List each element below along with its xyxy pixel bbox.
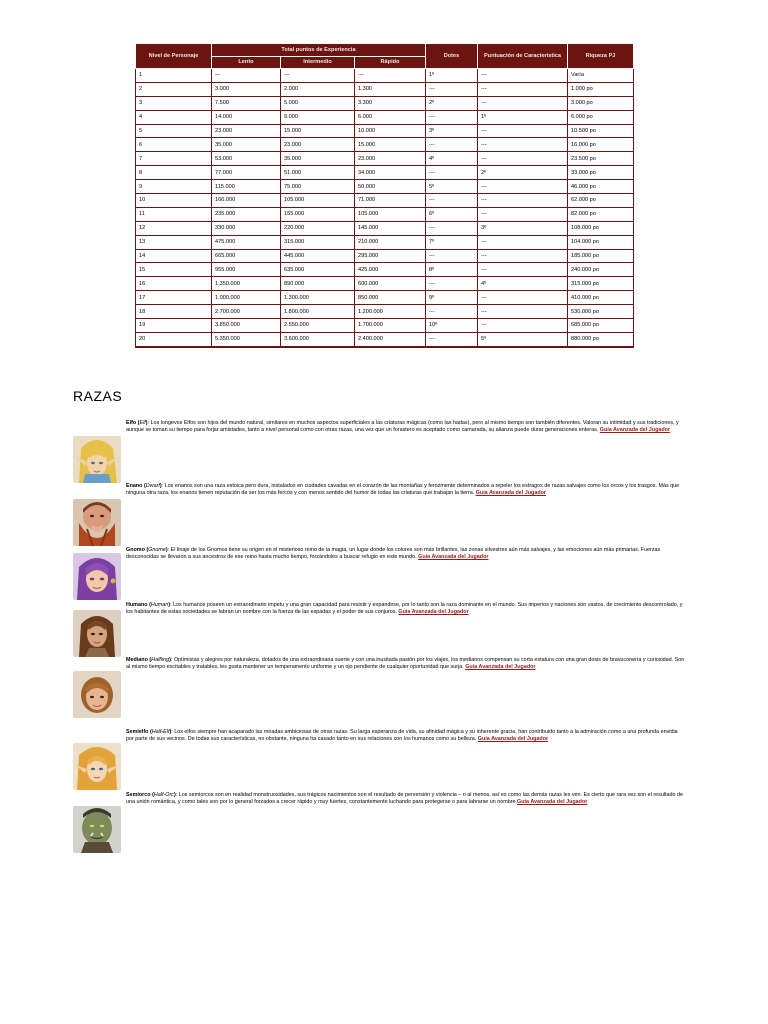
cell-lento: 115.000 [212,180,281,194]
table-row [136,277,634,291]
guia-avanzada-link[interactable]: Guía Avanzada del Jugador [398,609,469,616]
cell-lento: 665.000 [212,249,281,263]
cell-puntuacion: 3º [478,221,568,235]
experience-table [135,43,634,348]
guia-avanzada-link[interactable]: Guía Avanzada del Jugador [477,736,549,743]
table-row [136,207,634,221]
cell-dotes: --- [426,138,478,152]
guia-avanzada-link[interactable]: Guía Avanzada del Jugador [599,427,671,434]
table-row [136,291,634,305]
cell-rapido: 295.000 [355,249,426,263]
cell-riqueza: 46.000 po [568,180,634,194]
cell-dotes: --- [426,110,478,124]
race-description: Semiorco (Half-Orc): Los semiorcos son en realidad monstruosidades, sus trágicos nacimientos son el resultado de perversión y violencia – o al menos, así es como las demás razas les ven. Es cierto que rara vez son el resultado de una unión romántica, y como tales son por lo general forzados a crecer rápido y muy fuertes, constantemente luchando para protegerse o para labrarse un nombre.Guía Avanzada del Jugador [73,792,685,860]
portrait-spacer [73,490,126,553]
header-nivel: Nivel de Personaje [136,44,212,69]
table-row [136,69,634,83]
cell-riqueza: 530.000 po [568,305,634,319]
cell-rapido: 50.000 [355,180,426,194]
cell-riqueza: Varía [568,69,634,83]
cell-nivel: 4 [136,110,212,124]
cell-rapido: 145.000 [355,221,426,235]
portrait-spacer [73,799,126,860]
cell-intermedio: 105.000 [281,194,355,208]
cell-puntuacion: --- [478,235,568,249]
cell-intermedio: 2.000 [281,82,355,96]
cell-dotes: --- [426,221,478,235]
cell-intermedio: 5.000 [281,96,355,110]
table-row [136,166,634,180]
cell-puntuacion: --- [478,138,568,152]
table-row [136,180,634,194]
cell-puntuacion: --- [478,249,568,263]
guia-avanzada-link[interactable]: Guía Avanzada del Jugador [418,554,489,561]
cell-puntuacion: --- [478,180,568,194]
cell-lento: 330.000 [212,221,281,235]
race-description-text: : Los humanos poseen un extraordinario impetu y una gran capacidad para resistir y expandirse, por lo tanto son la raza dominante en el mundo. Sus imperios y naciones son vastos, de crecimiento descontrolado, y los habitantes de estas sociedades se labran un nombre con la fuerza de las espadas y el poder de sus conjuros. [126,602,683,616]
cell-lento: 235.000 [212,207,281,221]
cell-lento: 23.000 [212,124,281,138]
cell-rapido: 1.700.000 [355,319,426,333]
cell-rapido: 850.000 [355,291,426,305]
race-description-text: : Los semiorcos son en realidad monstruosidades, sus trágicos nacimientos son el resultado de perversión y violencia – o al menos, así es como las demás razas les ven. Es cierto que rara vez son el resultado de una unión romántica, y como tales son por lo general forzados a crecer rápido y muy fuertes, constantemente luchando para protegerse o para labrarse un nombre. [126,792,684,806]
cell-riqueza: 410.000 po [568,291,634,305]
race-description: Humano (Human): Los humanos poseen un extraordinario impetu y una gran capacidad para resistir y expandirse, por lo tanto son la raza dominante en el mundo. Sus imperios y naciones son vastos, de crecimiento descontrolado, y los habitantes de estas sociedades se labran un nombre con la fuerza de las espadas y el poder de sus conjuros. Guía Avanzada del Jugador [73,602,685,664]
cell-rapido: 71.000 [355,194,426,208]
cell-nivel: 17 [136,291,212,305]
race-name: Humano [126,602,148,608]
cell-lento: 160.000 [212,194,281,208]
cell-rapido: 210.000 [355,235,426,249]
table-row [136,305,634,319]
race-name: Enano [126,483,143,489]
table-row [136,124,634,138]
cell-nivel: 15 [136,263,212,277]
race-description-text: : Optimistas y alegres por naturaleza, dotados de una extraordinaria suerte y con una inusitada pasión por los viajes, los medianos compensan su corta estatura con una gran dosis de bravuconería y curiosidad. Son al mismo tiempo excitables y tratables, les gusta mantener un temperamento uniforme y un ojo pendiente de cualquier oportunidad que surja. [126,657,685,671]
cell-intermedio: --- [281,69,355,83]
race-english-name: Elf [139,420,146,426]
guia-avanzada-link[interactable]: Guía Avanzada del Jugador [475,490,546,497]
cell-dotes: --- [426,305,478,319]
cell-dotes: 2º [426,96,478,110]
cell-dotes: 3º [426,124,478,138]
cell-puntuacion: 1º [478,110,568,124]
cell-nivel: 19 [136,319,212,333]
table-row [136,319,634,333]
table-row [136,221,634,235]
cell-rapido: 105.000 [355,207,426,221]
race-english-name: Gnome [148,547,166,553]
cell-lento: 5.350.000 [212,332,281,346]
cell-nivel: 1 [136,69,212,83]
cell-rapido: 6.000 [355,110,426,124]
cell-lento: 1.000.000 [212,291,281,305]
cell-dotes: 5º [426,180,478,194]
cell-dotes: 1º [426,69,478,83]
cell-lento: --- [212,69,281,83]
cell-rapido: 425.000 [355,263,426,277]
cell-lento: 53.000 [212,152,281,166]
cell-intermedio: 890.000 [281,277,355,291]
cell-nivel: 3 [136,96,212,110]
cell-dotes: --- [426,82,478,96]
header-intermedio: Intermedio [281,57,355,69]
cell-riqueza: 880.000 po [568,332,634,346]
cell-intermedio: 1.800.000 [281,305,355,319]
cell-rapido: 600.000 [355,277,426,291]
cell-nivel: 9 [136,180,212,194]
cell-lento: 3.000 [212,82,281,96]
table-row [136,332,634,346]
section-title-razas: RAZAS [73,388,123,404]
cell-intermedio: 51.000 [281,166,355,180]
cell-puntuacion: --- [478,263,568,277]
cell-puntuacion: --- [478,194,568,208]
header-rapido: Rápido [355,57,426,69]
race-name: Elfo [126,420,137,426]
cell-dotes: --- [426,277,478,291]
cell-dotes: 6º [426,207,478,221]
cell-dotes: 9º [426,291,478,305]
cell-rapido: 10.000 [355,124,426,138]
cell-dotes: --- [426,194,478,208]
cell-riqueza: 185.000 po [568,249,634,263]
cell-lento: 7.500 [212,96,281,110]
cell-riqueza: 240.000 po [568,263,634,277]
cell-puntuacion: --- [478,124,568,138]
cell-dotes: 4º [426,152,478,166]
race-description: Enano (Dwarf): Los enanos son una raza estoica pero dura, instalados en ciudades cavadas en el corazón de las montañas y ferozmente determinados a repeler los estragos de razas salvajes como los orcos y los trasgos. Más que ninguna otra raza, los enanos tienen reputación de ser los más fercos y con menos sentido del humor de todas las criaturas que trabajan la tierra. Guía Avanzada del Jugador [73,483,685,553]
cell-nivel: 7 [136,152,212,166]
portrait-spacer [73,427,126,490]
cell-dotes: --- [426,332,478,346]
cell-nivel: 5 [136,124,212,138]
cell-lento: 1.350.000 [212,277,281,291]
portrait-spacer [73,609,126,664]
portrait-spacer [73,664,126,725]
cell-intermedio: 2.550.000 [281,319,355,333]
race-description: Elfo (Elf): Los longevos Elfos son hijos del mundo natural, similares en muchos aspectos superficiales a las criaturas mágicas (como las hadas), pero al mismo tiempo son también diferentes. Valoran su intimidad y sus tradiciones, y aunque se toman su tiempo para forjar amistades, tanto a nivel personal como con otras razas, una vez que un forastero es aceptado como camarada, su alianza puede durar generaciones enteras. Guía Avanzada del Jugador [73,420,685,490]
race-name: Mediano [126,657,148,663]
header-lento: Lento [212,57,281,69]
experience-table-body [136,69,634,347]
cell-lento: 475.000 [212,235,281,249]
cell-puntuacion: 2º [478,166,568,180]
cell-riqueza: 6.000 po [568,110,634,124]
cell-intermedio: 445.000 [281,249,355,263]
race-english-name: Half-Orc [153,792,174,798]
cell-nivel: 8 [136,166,212,180]
table-row [136,235,634,249]
cell-puntuacion: 5º [478,332,568,346]
guia-avanzada-link[interactable]: Guía Avanzada del Jugador [517,799,588,806]
cell-riqueza: 23.500 po [568,152,634,166]
cell-nivel: 10 [136,194,212,208]
cell-puntuacion: --- [478,207,568,221]
cell-riqueza: 33.000 po [568,166,634,180]
cell-puntuacion: 4º [478,277,568,291]
header-puntuacion: Puntuación de Característica [478,44,568,69]
cell-intermedio: 75.000 [281,180,355,194]
portrait-spacer [73,736,126,797]
cell-dotes: --- [426,166,478,180]
cell-intermedio: 220.000 [281,221,355,235]
cell-intermedio: 23.000 [281,138,355,152]
cell-nivel: 13 [136,235,212,249]
race-description-text: : Los longevos Elfos son hijos del mundo natural, similares en muchos aspectos superficiales a las criaturas mágicas (como las hadas), pero al mismo tiempo son también diferentes. Valoran su intimidad y sus tradiciones, y aunque se toman su tiempo para forjar amistades, tanto a nivel personal como con otras razas, una vez que un forastero es aceptado como camarada, su alianza puede durar generaciones enteras. [126,420,679,434]
table-row [136,249,634,263]
race-description: Gnomo (Gnome): El linaje de los Gnomos tiene su origen en el misterioso reino de la magia, un lugar donde los colores son más brillantes, las zonas silvestres aún más salvajes, y las emociones aún más primarias. Fuerzas desconocidas se llevaron a sus ancestros de ese reino hasta mucho tiempo, forzándoles a buscar refugio en este mundo. Guía Avanzada del Jugador [73,547,685,607]
cell-puntuacion: --- [478,96,568,110]
table-row [136,152,634,166]
cell-riqueza: 62.000 po [568,194,634,208]
portrait-spacer [73,554,126,607]
table-row [136,138,634,152]
race-description-text: : Los enanos son una raza estoica pero dura, instalados en ciudades cavadas en el corazón de las montañas y ferozmente determinados a repeler los estragos de razas salvajes como los orcos y los trasgos. Más que ninguna otra raza, los enanos tienen reputación de ser los más fercos y con menos sentido del humor de todas las criaturas que trabajan la tierra. [126,483,680,497]
table-row [136,110,634,124]
header-riqueza: Riqueza PJ [568,44,634,69]
cell-intermedio: 315.000 [281,235,355,249]
cell-dotes: 7º [426,235,478,249]
cell-lento: 2.700.000 [212,305,281,319]
cell-puntuacion: --- [478,319,568,333]
race-name: Semielfo [126,729,149,735]
cell-riqueza: 685.000 po [568,319,634,333]
cell-dotes: 8º [426,263,478,277]
cell-rapido: --- [355,69,426,83]
guia-avanzada-link[interactable]: Guía Avanzada del Jugador [465,664,536,671]
cell-nivel: 6 [136,138,212,152]
cell-puntuacion: --- [478,152,568,166]
cell-rapido: 34.000 [355,166,426,180]
race-description-text: : El linaje de los Gnomos tiene su origen en el misterioso reino de la magia, un lugar donde los colores son más brillantes, las zonas silvestres aún más salvajes, y las emociones aún más primarias. Fuerzas desconocidas se llevaron a sus ancestros de ese reino hasta mucho tiempo, forzándoles a buscar refugio en este mundo. [126,547,661,561]
cell-intermedio: 9.000 [281,110,355,124]
cell-riqueza: 82.000 po [568,207,634,221]
table-row [136,194,634,208]
race-name: Gnomo [126,547,145,553]
cell-lento: 77.000 [212,166,281,180]
cell-lento: 3.850.000 [212,319,281,333]
cell-intermedio: 1.300.000 [281,291,355,305]
table-row [136,82,634,96]
race-english-name: Halfling [151,657,170,663]
cell-rapido: 1.300 [355,82,426,96]
header-dotes: Dotes [426,44,478,69]
cell-riqueza: 104.000 po [568,235,634,249]
cell-lento: 955.000 [212,263,281,277]
cell-nivel: 16 [136,277,212,291]
cell-intermedio: 3.600.000 [281,332,355,346]
cell-intermedio: 155.000 [281,207,355,221]
race-description-text: : Los elfos siempre han acaparado las miradas ambiciosas de otras razas. Su larga esperanza de vida, su afinidad mágica y su inherente gracia, han contribuido tanto a la admiración como a una profunda envidia por parte de sus vecinos. De todas sus características, no obstante, ninguna ha casado tanto en sus relaciones con los humanos como su belleza. [126,729,678,743]
race-english-name: Half-Elf [151,729,170,735]
cell-rapido: 2.400.000 [355,332,426,346]
cell-rapido: 3.300 [355,96,426,110]
cell-riqueza: 108.000 po [568,221,634,235]
race-description: Semielfo (Half-Elf): Los elfos siempre han acaparado las miradas ambiciosas de otras razas. Su larga esperanza de vida, su afinidad mágica y su inherente gracia, han contribuido tanto a la admiración como a una profunda envidia por parte de sus vecinos. De todas sus características, no obstante, ninguna ha casado tanto en sus relaciones con los humanos como su belleza. Guía Avanzada del Jugador [73,729,685,797]
cell-puntuacion: --- [478,305,568,319]
race-english-name: Human [150,602,169,608]
cell-puntuacion: --- [478,69,568,83]
table-row [136,263,634,277]
cell-nivel: 2 [136,82,212,96]
cell-puntuacion: --- [478,291,568,305]
race-english-name: Dwarf [145,483,160,489]
race-description: Mediano (Halfling): Optimistas y alegres por naturaleza, dotados de una extraordinaria suerte y con una inusitada pasión por los viajes, los medianos compensan su corta estatura con una gran dosis de bravuconería y curiosidad. Son al mismo tiempo excitables y tratables, les gusta mantener un temperamento uniforme y un ojo pendiente de cualquier oportunidad que surja. Guía Avanzada del Jugador [73,657,685,725]
table-row [136,96,634,110]
cell-intermedio: 35.000 [281,152,355,166]
cell-nivel: 14 [136,249,212,263]
cell-nivel: 20 [136,332,212,346]
cell-nivel: 12 [136,221,212,235]
cell-rapido: 1.200.000 [355,305,426,319]
cell-riqueza: 1.000 po [568,82,634,96]
cell-riqueza: 315.000 po [568,277,634,291]
cell-intermedio: 15.000 [281,124,355,138]
cell-riqueza: 10.500 po [568,124,634,138]
cell-rapido: 23.000 [355,152,426,166]
cell-puntuacion: --- [478,82,568,96]
cell-riqueza: 16.000 po [568,138,634,152]
cell-lento: 35.000 [212,138,281,152]
race-name: Semiorco [126,792,151,798]
cell-rapido: 15.000 [355,138,426,152]
cell-lento: 14.000 [212,110,281,124]
cell-dotes: 10º [426,319,478,333]
cell-nivel: 18 [136,305,212,319]
cell-nivel: 11 [136,207,212,221]
cell-dotes: --- [426,249,478,263]
cell-riqueza: 3.000 po [568,96,634,110]
cell-intermedio: 635.000 [281,263,355,277]
header-total-xp: Total puntos de Experiencia [212,44,426,57]
